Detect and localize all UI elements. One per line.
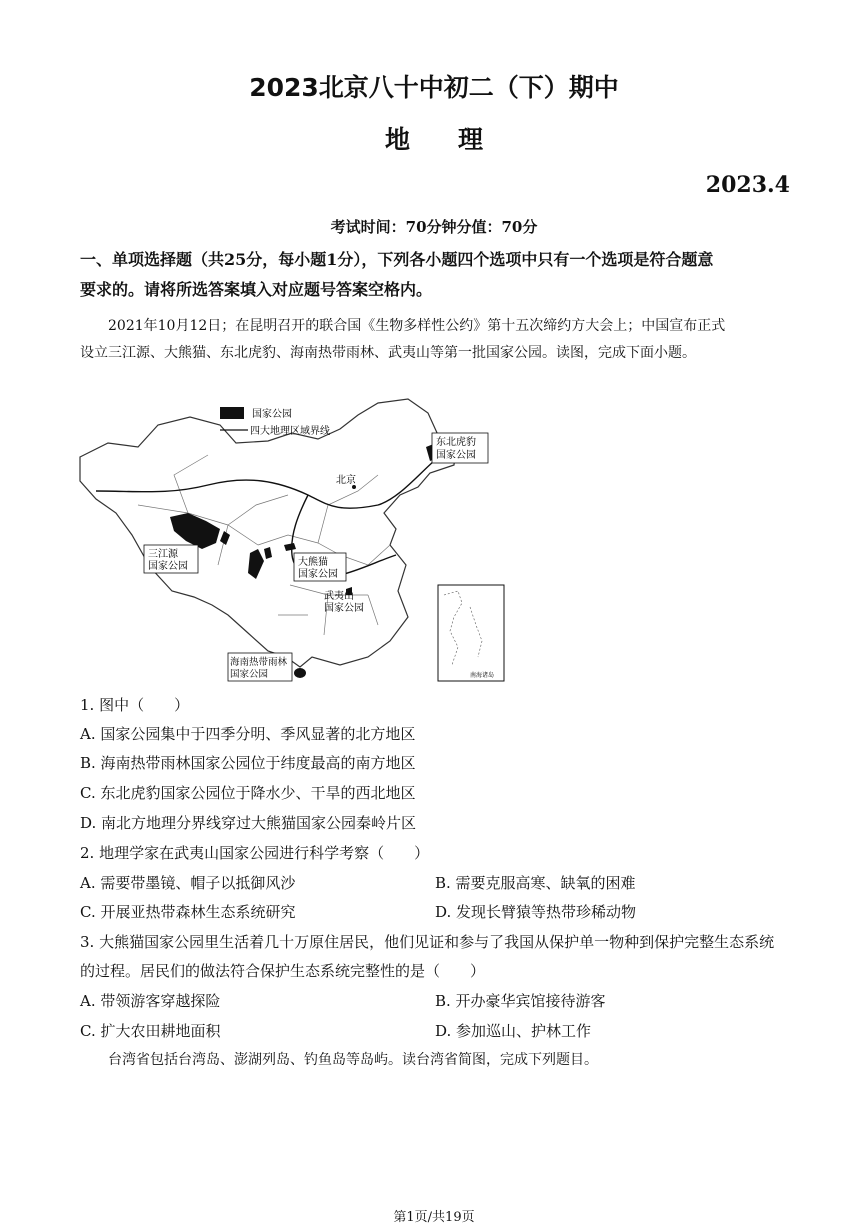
label-wuyi-2: 国家公园	[324, 603, 364, 614]
legend-line-label: 四大地理区域界线	[250, 426, 330, 437]
legend-park-label: 国家公园	[252, 409, 292, 420]
section-heading-line: 一、单项选择题（共25分，每小题1分），下列各小题四个选项中只有一个选项是符合题意	[80, 250, 714, 269]
exam-meta: 考试时间：70分钟分值：70分	[330, 218, 538, 236]
passage-intro-2	[80, 1047, 788, 1074]
label-sanjiang-1: 三江源	[148, 549, 178, 560]
legend-park-swatch	[220, 407, 244, 419]
passage-line: 设立三江源、大熊猫、东北虎豹、海南热带雨林、武夷山等第一批国家公园。读图，完成下面小题。	[80, 345, 696, 361]
section-heading-line: 要求的。请将所选答案填入对应题号答案空格内。	[80, 280, 433, 299]
label-daxiongmao-1: 大熊猫	[298, 557, 328, 568]
map-svg	[78, 395, 598, 695]
question-3-stem-line2: 的过程。居民们的做法符合保护生态系统完整性的是（ ）	[80, 962, 486, 980]
question-1-option-a: A. 国家公园集中于四季分明、季风显著的北方地区	[80, 725, 416, 743]
question-2-option-b: B. 需要克服高寒、缺氧的困难	[435, 874, 636, 892]
label-beijing: 北京	[336, 475, 356, 486]
label-daxiongmao-2: 国家公园	[298, 569, 338, 580]
question-2-stem: 2. 地理学家在武夷山国家公园进行科学考察（ ）	[80, 844, 430, 862]
page-title: 2023北京八十中初二（下）期中	[249, 73, 619, 102]
label-hainan-2: 国家公园	[230, 669, 269, 680]
passage-line: 台湾省包括台湾岛、澎湖列岛、钓鱼岛等岛屿。读台湾省简图，完成下列题目。	[108, 1052, 598, 1068]
page-footer: 第1页/共19页	[393, 1210, 475, 1225]
china-national-parks-map	[78, 395, 598, 695]
label-dongbei-1: 东北虎豹	[436, 437, 476, 448]
label-wuyi-1: 武夷山	[324, 591, 354, 602]
question-1-stem: 1. 图中（ ）	[80, 696, 190, 714]
south-china-sea-inset	[438, 585, 504, 681]
question-3-option-a: A. 带领游客穿越探险	[80, 992, 221, 1010]
china-outline	[80, 399, 456, 667]
question-1-option-b: B. 海南热带雨林国家公园位于纬度最高的南方地区	[80, 754, 416, 772]
question-3-option-b: B. 开办豪华宾馆接待游客	[435, 992, 606, 1010]
question-3-stem-line1: 3. 大熊猫国家公园里生活着几十万原住居民，他们见证和参与了我国从保护单一物种到保护完整生态系统	[80, 933, 775, 951]
label-hainan-1: 海南热带雨林	[230, 657, 288, 668]
subject-title: 地理	[384, 125, 531, 154]
question-2-option-d: D. 发现长臂猿等热带珍稀动物	[435, 903, 637, 921]
question-1-option-d: D. 南北方地理分界线穿过大熊猫国家公园秦岭片区	[80, 814, 417, 832]
label-inset: 南海诸岛	[470, 672, 495, 679]
passage-intro	[80, 313, 788, 367]
question-3-option-d: D. 参加巡山、护林工作	[435, 1022, 592, 1040]
exam-date: 2023.4	[705, 172, 790, 198]
label-sanjiang-2: 国家公园	[148, 561, 188, 572]
passage-line: 2021年10月12日；在昆明召开的联合国《生物多样性公约》第十五次缔约方大会上；中国宣布正式	[108, 318, 726, 334]
question-3-option-c: C. 扩大农田耕地面积	[80, 1022, 221, 1040]
question-1-option-c: C. 东北虎豹国家公园位于降水少、干旱的西北地区	[80, 784, 416, 802]
label-dongbei-2: 国家公园	[436, 450, 476, 461]
park-hainan	[294, 668, 306, 678]
question-2-option-c: C. 开展亚热带森林生态系统研究	[80, 903, 296, 921]
question-2-option-a: A. 需要带墨镜、帽子以抵御风沙	[80, 874, 296, 892]
section-heading	[80, 245, 790, 305]
